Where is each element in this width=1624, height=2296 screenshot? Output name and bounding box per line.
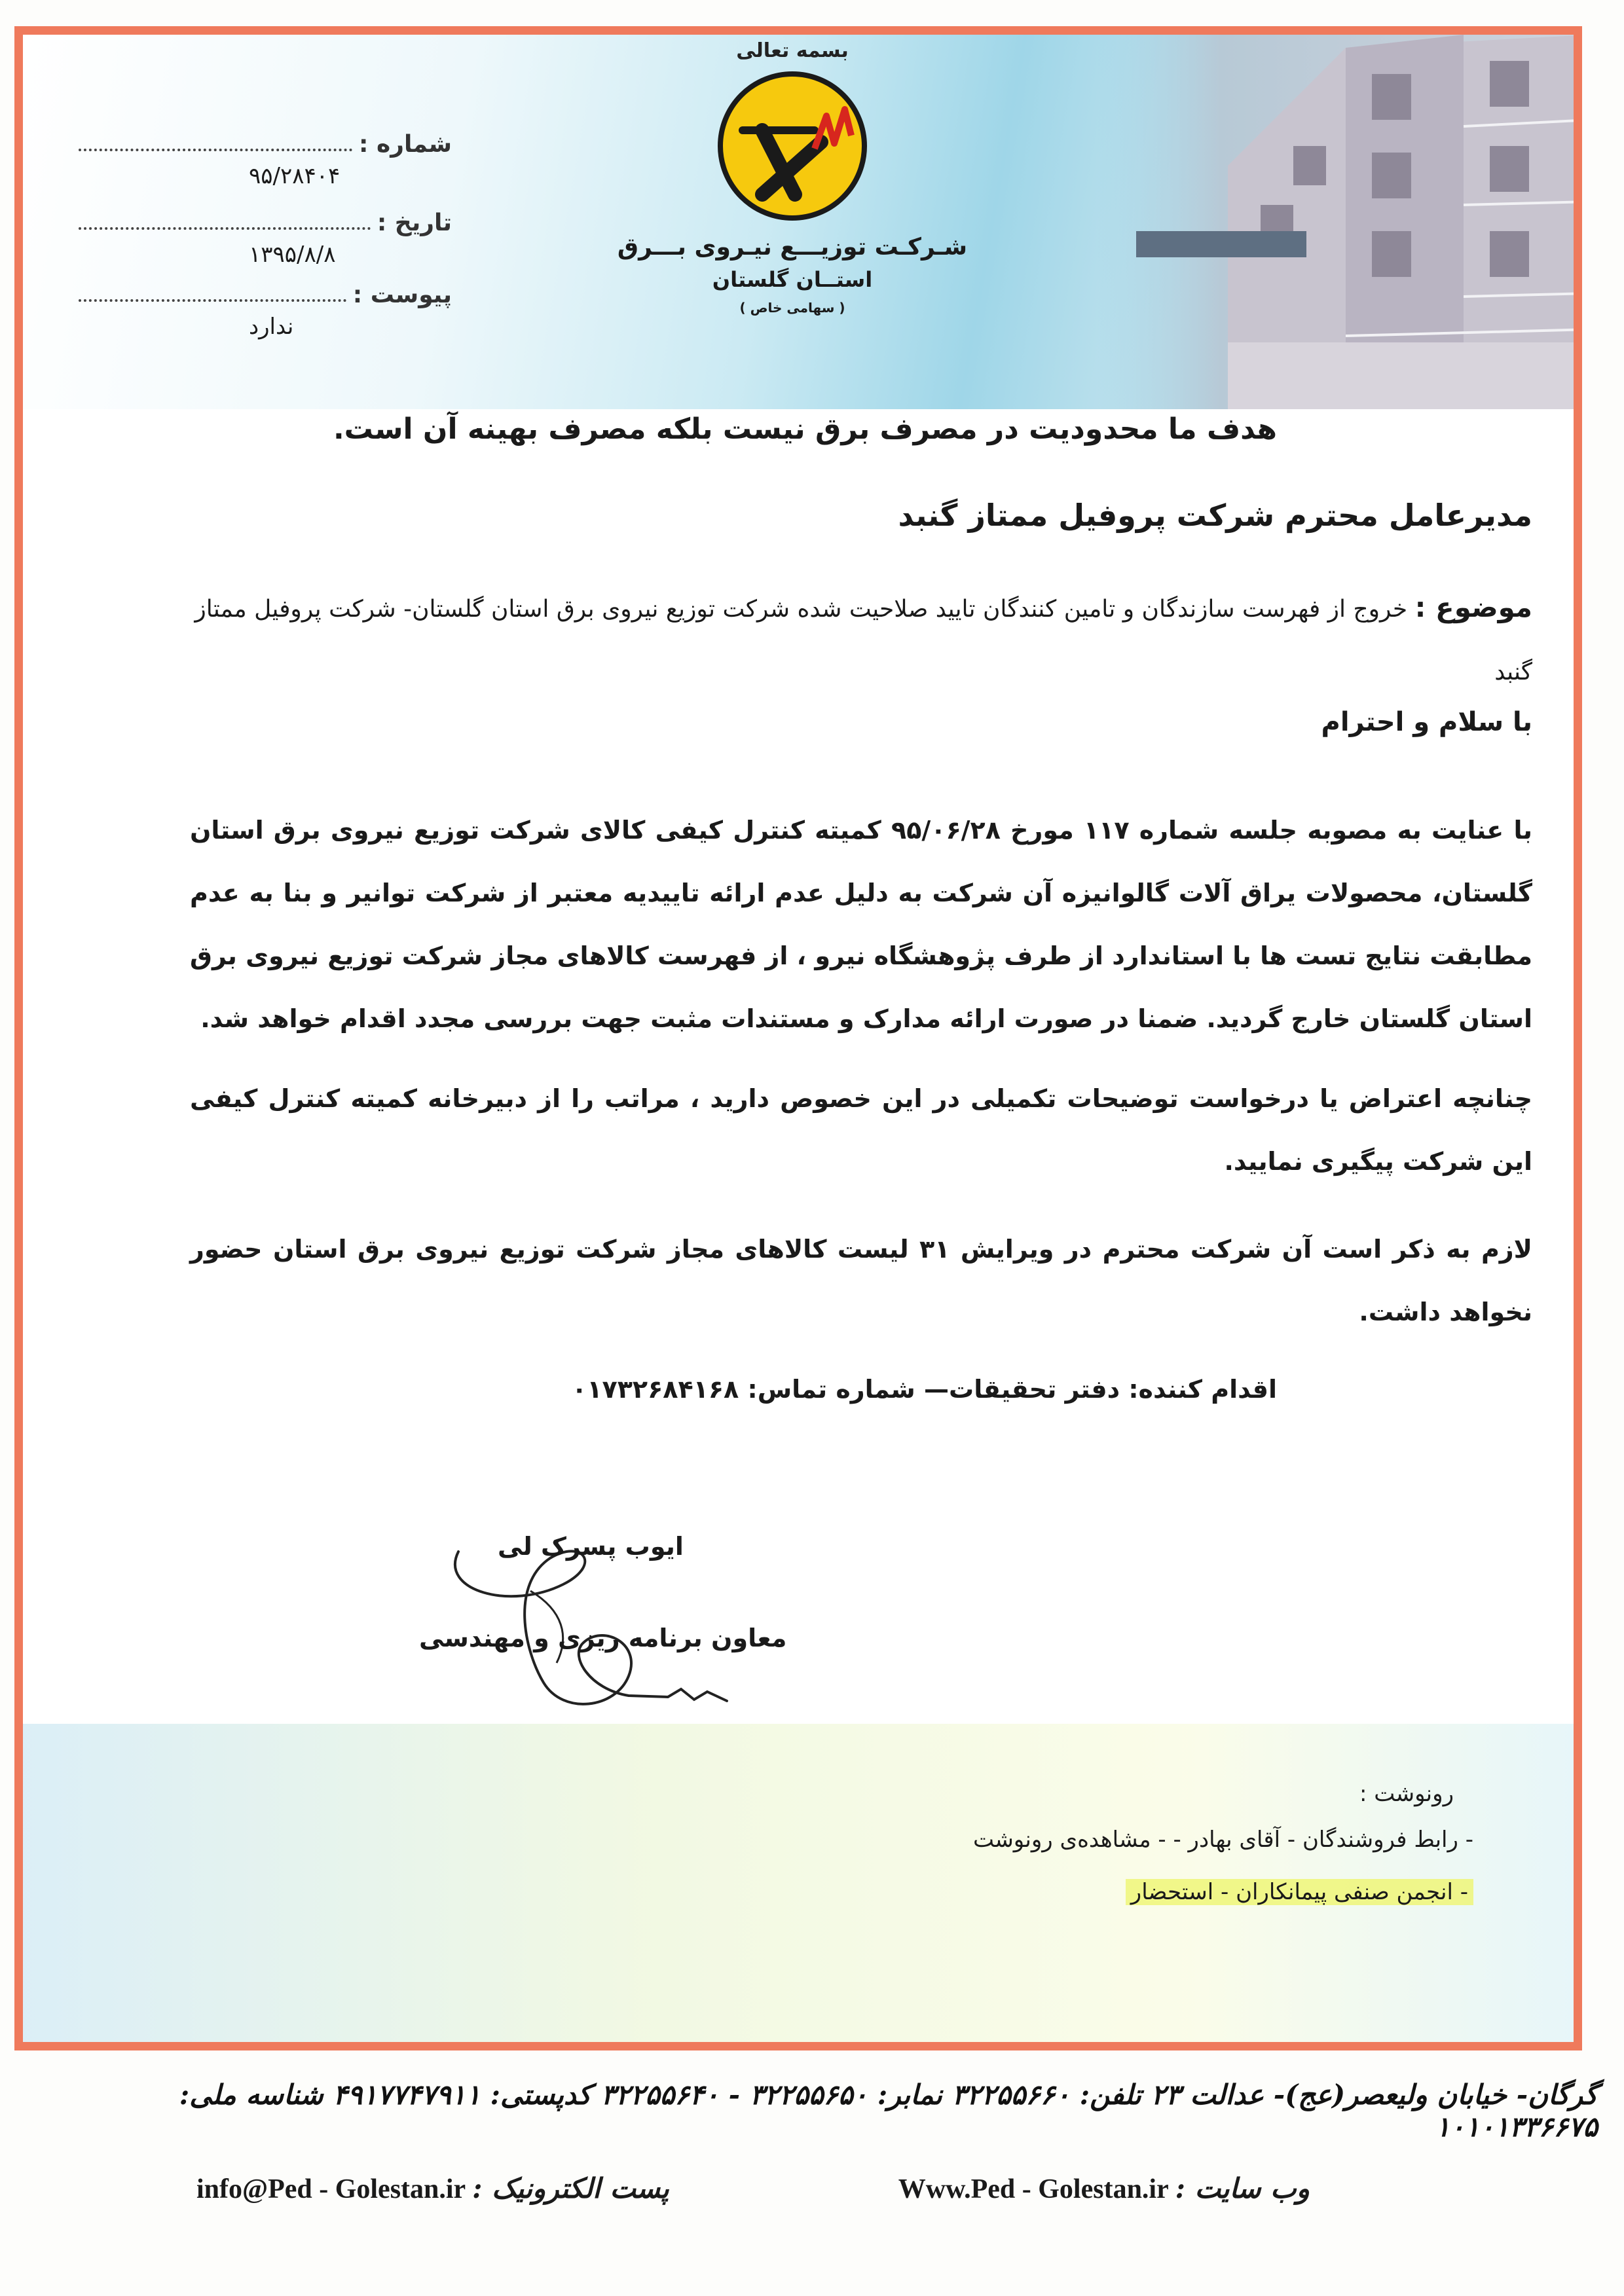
date-value: ۱۳۹۵/۸/۸ <box>249 242 336 268</box>
date-dots <box>79 227 371 230</box>
company-name: شـرکـت توزیـــع نیـروی بـــرق <box>617 234 968 261</box>
website-block <box>898 2172 1310 2205</box>
email-block <box>196 2172 669 2205</box>
subject-label: موضوع : <box>1414 591 1532 623</box>
attachment-dots <box>79 299 346 302</box>
building-photo <box>1097 35 1582 409</box>
signatory-name: ایوب پسرک لی <box>498 1532 684 1561</box>
footer-web-row <box>196 2172 1310 2205</box>
number-dots <box>79 149 352 151</box>
subject-line <box>170 576 1532 704</box>
greeting: با سلام و احترام <box>1321 707 1532 737</box>
website-value[interactable]: Www.Ped - Golestan.ir <box>898 2174 1168 2204</box>
number-label: شماره : <box>359 131 452 158</box>
subject-text: خروج از فهرست سازندگان و تامین کنندگان تایید صلاحیت شده شرکت توزیع نیروی برق استان گلستان- شرکت پروفیل ممتاز گنبد <box>194 596 1532 685</box>
company-province: استــان گلستان <box>712 267 873 292</box>
date-field <box>79 210 452 268</box>
attachment-label: پیوست : <box>352 282 452 308</box>
number-field <box>79 131 452 189</box>
cc-item-2 <box>1126 1879 1473 1905</box>
email-value[interactable]: info@Ped - Golestan.ir <box>196 2174 466 2204</box>
contact-line: اقدام کننده: دفتر تحقیقات— شماره تماس: ۰۱۷۳۲۶۸۴۱۶۸ <box>572 1375 1277 1404</box>
company-logo-block <box>609 39 976 316</box>
slogan: هدف ما محدودیت در مصرف برق نیست بلکه مصرف بهینه آن است. <box>333 412 1277 446</box>
number-value: ۹۵/۲۸۴۰۴ <box>249 163 341 189</box>
paragraph-3: لازم به ذکر است آن شرکت محترم در ویرایش ۳۱ لیست کالاهای مجاز شرکت توزیع نیروی برق استان حضور نخواهد داشت. <box>190 1235 1532 1326</box>
footer-address: گرگان- خیابان ولیعصر(عج)- عدالت ۲۳ تلفن: ۳۲۲۵۵۶۶۰ نمابر: ۳۲۲۵۵۶۵۰ - ۳۲۲۵۵۶۴۰ کدپستی: ۴۹۱۷۷۴۷۹۱۱ شناسه ملی: ۱۰۱۰۱۳۳۶۶۷۵ <box>179 2079 1598 2143</box>
addressee: مدیرعامل محترم شرکت پروفیل ممتاز گنبد <box>898 498 1532 533</box>
attachment-field <box>79 282 452 340</box>
signatory-title: معاون برنامه ریزی و مهندسی <box>419 1624 787 1652</box>
cc-item-2-text: - انجمن صنفی پیمانکاران - استحضار <box>1126 1879 1473 1905</box>
cc-label: رونوشت : <box>1359 1781 1454 1807</box>
cc-item-1: - رابط فروشندگان - آقای بهادر - - مشاهده‌ی رونوشت <box>972 1827 1473 1853</box>
attachment-value: ندارد <box>249 314 294 340</box>
website-label: وب سایت : <box>1175 2172 1310 2204</box>
date-label: تاریخ : <box>377 210 452 236</box>
email-label: پست الکترونیک : <box>471 2172 669 2204</box>
company-logo-icon <box>716 70 868 222</box>
paragraph-1: با عنایت به مصوبه جلسه شماره ۱۱۷ مورخ ۹۵/۰۶/۲۸ کمیته کنترل کیفی کالای شرکت توزیع نیروی برق استان گلستان، محصولات یراق آلات گالوانیزه آن شرکت به دلیل عدم ارائه تاییدیه معتبر از شرکت توانیر و بنا به عدم مطابقت نتایج تست ها با استاندارد از طرف پژوهشگاه نیرو ، از فهرست کالاهای مجاز شرکت توزیع نیروی برق استان گلستان خارج گردید. ضمنا در صورت ارائه مدارک و مستندات مثبت جهت بررسی مجدد اقدام خواهد شد. <box>190 816 1532 1033</box>
company-type: ( سهامی خاص ) <box>739 300 845 316</box>
besmellah: بسمه تعالی <box>736 39 849 62</box>
paragraph-2: چنانچه اعتراض یا درخواست توضیحات تکمیلی در این خصوص دارید ، مراتب را از دبیرخانه کمیته کنترل کیفی این شرکت پیگیری نمایید. <box>190 1084 1532 1176</box>
